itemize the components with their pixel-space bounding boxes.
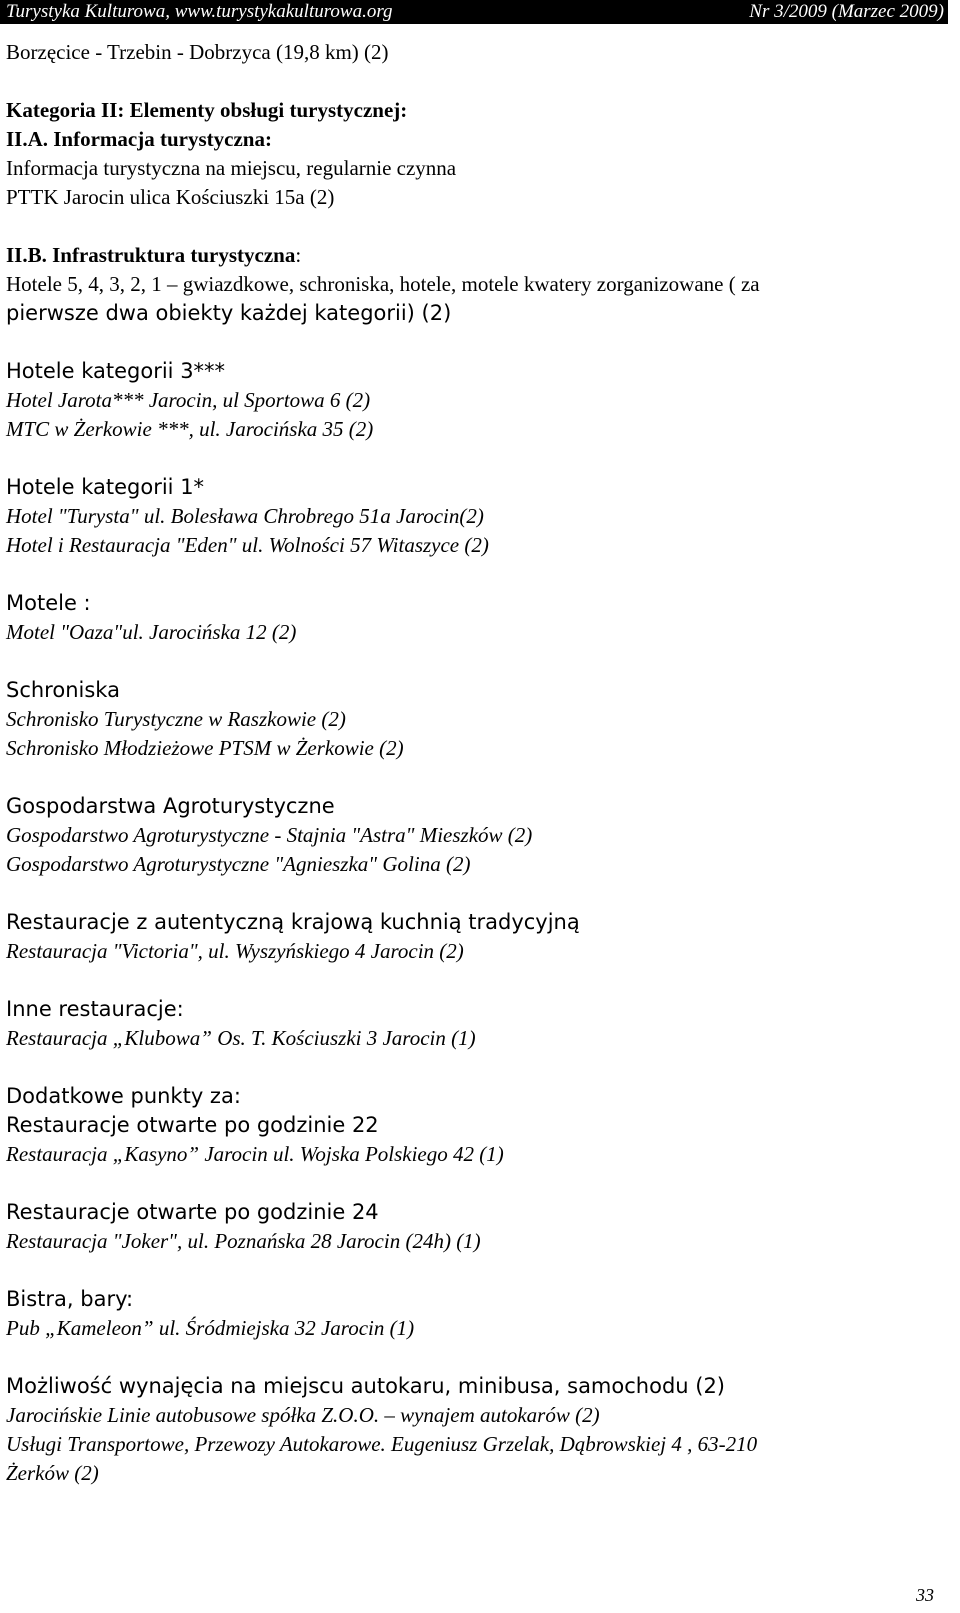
section-title: Schroniska — [6, 678, 120, 702]
infra-heading-text: II.B. Infrastruktura turystyczna — [6, 243, 296, 267]
section-title: Restauracje z autentyczną krajową kuchnią tradycyjną — [6, 910, 580, 934]
section-title: Motele : — [6, 591, 91, 615]
list-item: Gospodarstwo Agroturystyczne "Agnieszka" Golina (2) — [6, 852, 471, 876]
route-line: Borzęcice - Trzebin - Dobrzyca (19,8 km) (2) — [6, 40, 389, 64]
list-item: Żerków (2) — [6, 1461, 99, 1485]
list-item: Restauracja „Klubowa” Os. T. Kościuszki 3 Jarocin (1) — [6, 1026, 476, 1050]
subsection-title: Restauracje otwarte po godzinie 24 — [6, 1200, 379, 1224]
section-title: Gospodarstwa Agroturystyczne — [6, 794, 335, 818]
list-item: Restauracja "Victoria", ul. Wyszyńskiego 4 Jarocin (2) — [6, 939, 464, 963]
list-item: Jarocińskie Linie autobusowe spółka Z.O.O. – wynajem autokarów (2) — [6, 1403, 600, 1427]
list-item: Schronisko Młodzieżowe PTSM w Żerkowie (2) — [6, 736, 404, 760]
list-item: Gospodarstwo Agroturystyczne - Stajnia "Astra" Mieszków (2) — [6, 823, 533, 847]
infra-heading-colon: : — [295, 243, 302, 267]
category-heading: Kategoria II: Elementy obsługi turystycznej: — [6, 98, 408, 122]
list-item: Restauracja „Kasyno” Jarocin ul. Wojska Polskiego 42 (1) — [6, 1142, 504, 1166]
list-item: MTC w Żerkowie ***, ul. Jarocińska 35 (2) — [6, 417, 374, 441]
section-title: Bistra, bary: — [6, 1287, 134, 1311]
infra-description: pierwsze dwa obiekty każdej kategorii) (2) — [6, 301, 452, 325]
list-item: Restauracja "Joker", ul. Poznańska 28 Jarocin (24h) (1) — [6, 1229, 481, 1253]
info-heading: II.A. Informacja turystyczna: — [6, 127, 272, 151]
list-item: Hotel i Restauracja "Eden" ul. Wolności 57 Witaszyce (2) — [6, 533, 489, 557]
section-title: Hotele kategorii 1* — [6, 475, 205, 499]
infra-description: Hotele 5, 4, 3, 2, 1 – gwiazdkowe, schroniska, hotele, motele kwatery zorganizowane ( za — [6, 272, 760, 296]
list-item: Motel "Oaza"ul. Jarocińska 12 (2) — [6, 620, 297, 644]
section-title: Dodatkowe punkty za: — [6, 1084, 241, 1108]
page-header — [0, 0, 948, 24]
section-title: Hotele kategorii 3*** — [6, 359, 226, 383]
issue-number: Nr 3/2009 (Marzec 2009) — [749, 1, 944, 22]
info-line: PTTK Jarocin ulica Kościuszki 15a (2) — [6, 185, 335, 209]
list-item: Schronisko Turystyczne w Raszkowie (2) — [6, 707, 346, 731]
list-item: Hotel Jarota*** Jarocin, ul Sportowa 6 (2) — [6, 388, 371, 412]
list-item: Pub „Kameleon” ul. Śródmiejska 32 Jarocin (1) — [6, 1316, 415, 1340]
section-title: Możliwość wynajęcia na miejscu autokaru, minibusa, samochodu (2) — [6, 1374, 726, 1398]
page-number: 33 — [916, 1585, 934, 1605]
infra-heading — [6, 241, 946, 270]
document-body — [6, 38, 946, 1488]
list-item: Hotel "Turysta" ul. Bolesława Chrobrego 51a Jarocin(2) — [6, 504, 484, 528]
subsection-title: Restauracje otwarte po godzinie 22 — [6, 1113, 379, 1137]
journal-title: Turystyka Kulturowa, www.turystykakulturowa.org — [6, 1, 393, 22]
info-line: Informacja turystyczna na miejscu, regularnie czynna — [6, 156, 457, 180]
section-title: Inne restauracje: — [6, 997, 184, 1021]
list-item: Usługi Transportowe, Przewozy Autokarowe. Eugeniusz Grzelak, Dąbrowskiej 4 , 63-210 — [6, 1432, 758, 1456]
